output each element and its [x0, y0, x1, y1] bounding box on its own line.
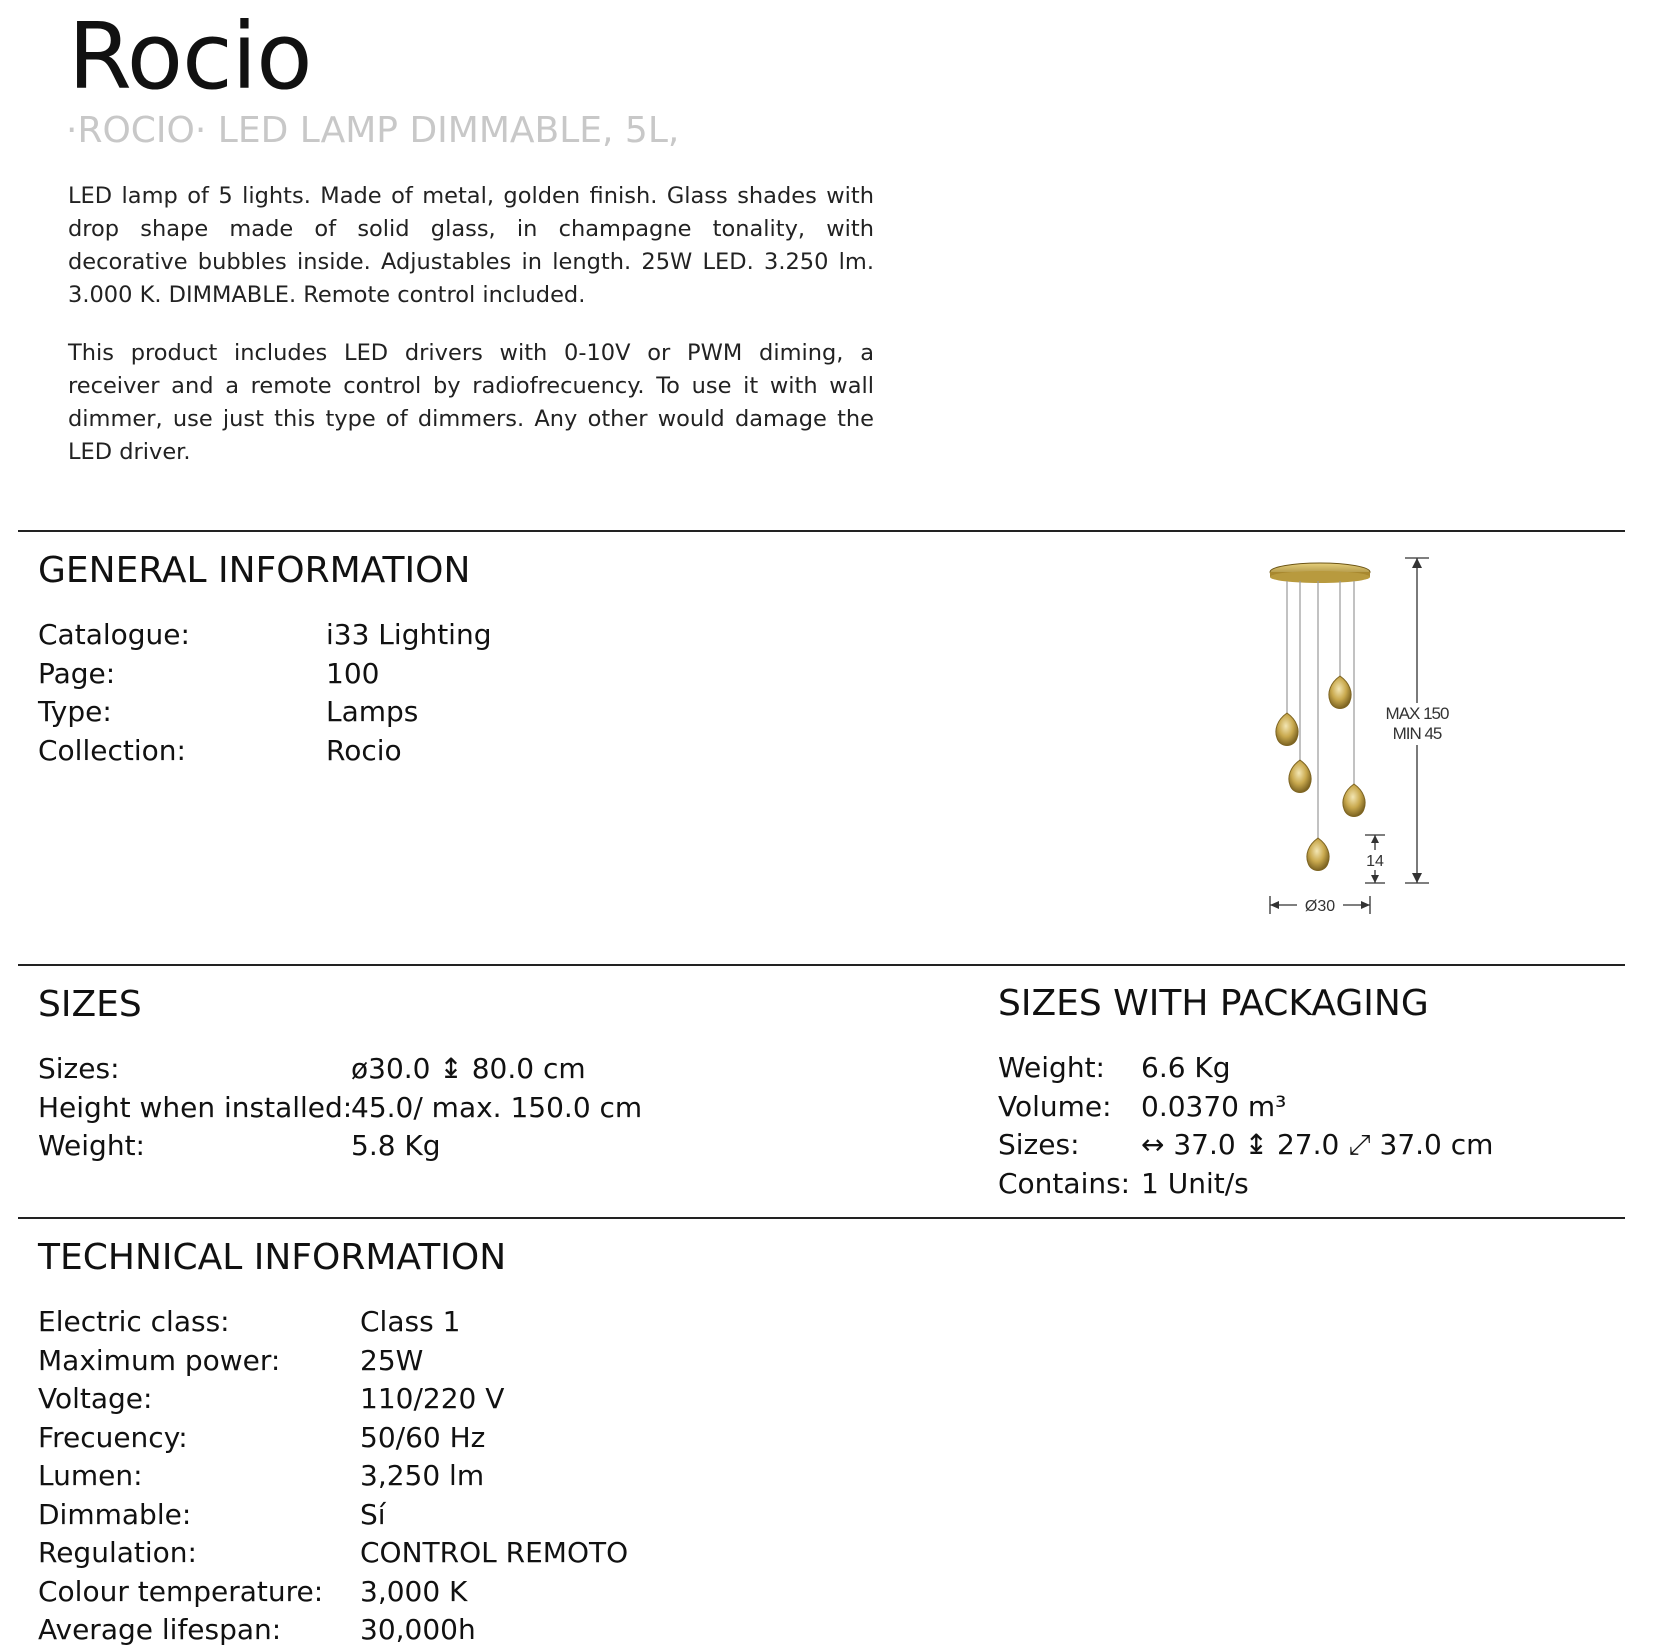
technical-row-dimmable — [38, 1496, 628, 1535]
lamp-dimension-diagram — [1255, 548, 1495, 948]
general-row-catalogue — [38, 616, 491, 655]
sizes-with-packaging-heading: SIZES WITH PACKAGING — [998, 983, 1429, 1024]
general-information-list — [38, 616, 491, 770]
row-value: 50/60 Hz — [360, 1420, 486, 1454]
packaging-row-sizes — [998, 1126, 1493, 1165]
packaging-row-contains — [998, 1165, 1493, 1204]
packaging-row-volume — [998, 1088, 1493, 1127]
row-label: Electric class: — [38, 1305, 230, 1338]
product-title: Rocio — [68, 3, 312, 110]
row-label: Dimmable: — [38, 1497, 192, 1531]
row-label: Height when installed: — [38, 1090, 353, 1124]
description-paragraph-1: LED lamp of 5 lights. Made of metal, golden finish. Glass shades with drop shape made of solid glass, in champagne tonality, with decorative bubbles inside. Adjustables in length. 25W LED. 3.250 lm. 3.000 K. DIMMABLE. Remote control included. — [68, 183, 874, 308]
technical-row-regulation — [38, 1534, 628, 1573]
row-value: ↔ 37.0 ↨ 27.0 ⤢ 37.0 cm — [1141, 1128, 1494, 1161]
row-value: Rocio — [326, 733, 402, 767]
row-value: 3,250 lm — [360, 1459, 485, 1492]
row-label: Volume: — [998, 1089, 1112, 1123]
row-label: Weight: — [998, 1051, 1105, 1084]
technical-row-lumen — [38, 1457, 628, 1496]
row-label: Catalogue: — [38, 618, 190, 651]
sizes-row-weight — [38, 1127, 642, 1166]
height-min-label: MIN 45 — [1392, 724, 1442, 743]
row-label: Lumen: — [38, 1459, 143, 1492]
canopy — [1270, 563, 1370, 583]
diameter-label: Ø30 — [1304, 898, 1336, 915]
technical-row-frecuency — [38, 1419, 628, 1458]
row-value: 1 Unit/s — [1141, 1166, 1249, 1200]
row-label: Type: — [38, 695, 112, 728]
row-label: Collection: — [38, 733, 186, 767]
technical-row-electric-class — [38, 1303, 628, 1342]
row-value: 110/220 V — [360, 1382, 505, 1415]
packaging-row-weight — [998, 1049, 1493, 1088]
row-label: Maximum power: — [38, 1343, 281, 1377]
section-divider — [18, 1217, 1625, 1219]
row-value: 6.6 Kg — [1141, 1051, 1231, 1084]
section-divider — [18, 530, 1625, 532]
glass-shades — [1276, 676, 1365, 871]
packaging-list — [998, 1049, 1493, 1203]
row-label: Voltage: — [38, 1382, 153, 1415]
description-paragraph-2: This product includes LED drivers with 0-10V or PWM diming, a receiver and a remote control by radiofrecuency. To use it with wall dimmer, use just this type of dimmers. Any other would damage the LED driver. — [68, 340, 874, 465]
row-value: Lamps — [326, 695, 419, 728]
row-value: 45.0/ max. 150.0 cm — [351, 1090, 643, 1124]
shade-height-label: 14 — [1366, 853, 1384, 870]
row-label: Average lifespan: — [38, 1613, 282, 1646]
product-subtitle: ·ROCIO· LED LAMP DIMMABLE, 5L, — [66, 110, 680, 151]
row-label: Weight: — [38, 1129, 145, 1162]
technical-row-voltage — [38, 1380, 628, 1419]
technical-information-list — [38, 1303, 628, 1650]
row-label: Contains: — [998, 1166, 1131, 1200]
row-value: 100 — [326, 656, 380, 690]
general-information-heading: GENERAL INFORMATION — [38, 550, 471, 591]
row-value: Class 1 — [360, 1305, 461, 1338]
technical-row-colour-temperature — [38, 1573, 628, 1612]
row-label: Sizes: — [998, 1128, 1080, 1161]
sizes-row-sizes — [38, 1050, 642, 1089]
row-label: Colour temperature: — [38, 1574, 324, 1608]
technical-row-average-lifespan — [38, 1611, 628, 1650]
technical-row-maximum-power — [38, 1342, 628, 1381]
general-row-collection — [38, 732, 491, 771]
row-label: Sizes: — [38, 1052, 120, 1085]
section-divider — [18, 964, 1625, 966]
row-value: 25W — [360, 1343, 424, 1377]
row-label: Page: — [38, 656, 116, 690]
row-value: i33 Lighting — [326, 618, 492, 651]
sizes-list — [38, 1050, 642, 1166]
row-value: 3,000 K — [360, 1574, 468, 1608]
row-value: Sí — [360, 1497, 386, 1531]
sizes-row-height — [38, 1089, 642, 1128]
height-max-label: MAX 150 — [1385, 704, 1449, 723]
sizes-heading: SIZES — [38, 984, 142, 1025]
row-label: Regulation: — [38, 1536, 197, 1569]
row-value: 30,000h — [360, 1613, 476, 1646]
row-value: 0.0370 m³ — [1141, 1089, 1287, 1123]
technical-information-heading: TECHNICAL INFORMATION — [38, 1237, 507, 1278]
row-value: CONTROL REMOTO — [360, 1536, 629, 1569]
row-value: ø30.0 ↨ 80.0 cm — [351, 1052, 586, 1085]
row-label: Frecuency: — [38, 1420, 188, 1454]
general-row-page — [38, 655, 491, 694]
row-value: 5.8 Kg — [351, 1129, 441, 1162]
general-row-type — [38, 693, 491, 732]
